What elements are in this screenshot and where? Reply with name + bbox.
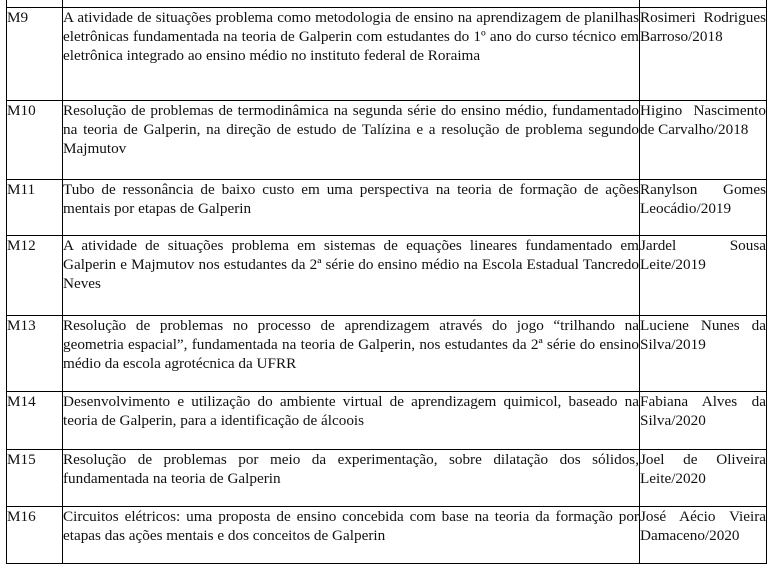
row-author <box>640 0 767 8</box>
table-row <box>7 236 767 316</box>
row-code: M9 <box>7 8 63 101</box>
row-title: Tubo de ressonância de baixo custo em uma perspectiva na teoria de formação de ações mentais por etapas de Galperin <box>63 180 640 236</box>
row-author: Fabiana Alves da Silva/2020 <box>640 392 767 450</box>
row-title: Resolução de problemas de termodinâmica na segunda série do ensino médio, fundamentado na teoria de Galperin, na direção de estudo de Talízina e a resolução de problema segundo Majmutov <box>63 101 640 180</box>
row-title: Resolução de problemas no processo de aprendizagem através do jogo “trilhando na geometria espacial”, fundamentada na teoria de Galperin, nos estudantes da 2ª série do ensino médio da escola agrotécnica da UFRR <box>63 316 640 392</box>
table-row <box>7 101 767 180</box>
row-title: Resolução de problemas por meio da experimentação, sobre dilatação dos sólidos, fundamentada na teoria de Galperin <box>63 450 640 507</box>
row-title: A atividade de situações problema em sistemas de equações lineares fundamentado em Galperin e Majmutov nos estudantes da 2ª série do ensino médio na Escola Estadual Tancredo Neves <box>63 236 640 316</box>
row-title <box>63 0 640 8</box>
row-author: Rosimeri Rodrigues Barroso/2018 <box>640 8 767 101</box>
row-code: M13 <box>7 316 63 392</box>
table-row <box>7 507 767 564</box>
row-title: A atividade de situações problema como metodologia de ensino na aprendizagem de planilhas eletrônicas fundamentada na teoria de Galperin com estudantes do 1º ano do curso técnico em eletrônica integrado ao ensino médio no instituto federal de Roraima <box>63 8 640 101</box>
row-code: M14 <box>7 392 63 450</box>
row-code: M15 <box>7 450 63 507</box>
table-row <box>7 8 767 101</box>
row-author: Luciene Nunes da Silva/2019 <box>640 316 767 392</box>
row-code: M16 <box>7 507 63 564</box>
row-title: Circuitos elétricos: uma proposta de ensino concebida com base na teoria da formação por etapas das ações mentais e dos conceitos de Galperin <box>63 507 640 564</box>
table-row <box>7 0 767 8</box>
table-row <box>7 180 767 236</box>
row-code: M12 <box>7 236 63 316</box>
row-author: Jardel Sousa Leite/2019 <box>640 236 767 316</box>
row-author: José Aécio Vieira Damaceno/2020 <box>640 507 767 564</box>
table-row <box>7 392 767 450</box>
row-code <box>7 0 63 8</box>
dissertations-table <box>6 0 767 564</box>
table-row <box>7 450 767 507</box>
row-title: Desenvolvimento e utilização do ambiente virtual de aprendizagem quimicol, baseado na teoria de Galperin, para a identificação de álcoois <box>63 392 640 450</box>
table-row <box>7 316 767 392</box>
row-author: Joel de Oliveira Leite/2020 <box>640 450 767 507</box>
row-code: M10 <box>7 101 63 180</box>
row-author: Higino Nascimento de Carvalho/2018 <box>640 101 767 180</box>
row-code: M11 <box>7 180 63 236</box>
row-author: Ranylson Gomes Leocádio/2019 <box>640 180 767 236</box>
